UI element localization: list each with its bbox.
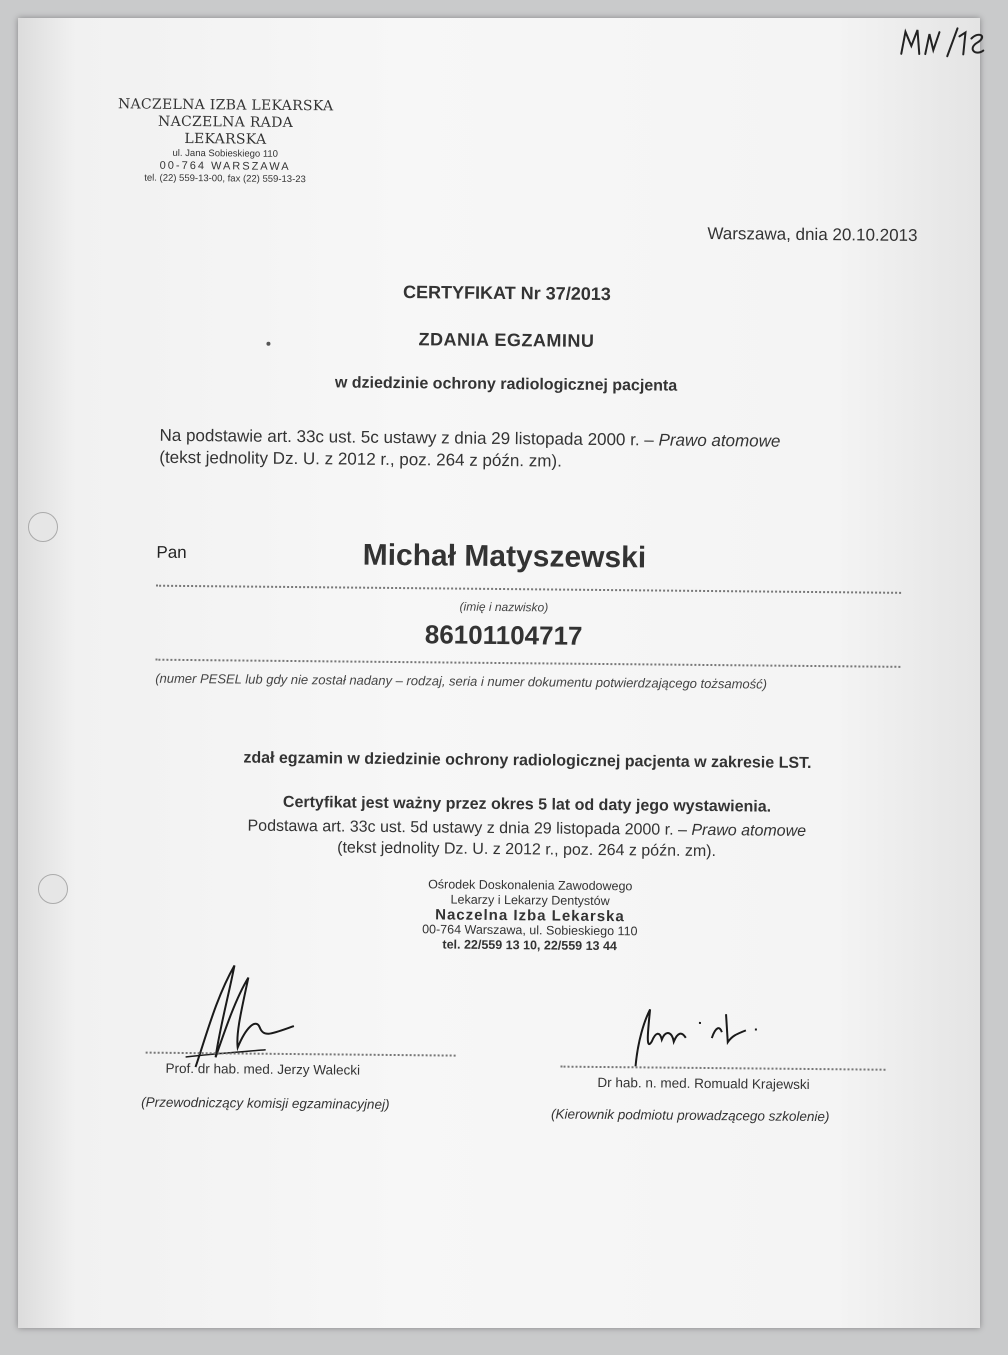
stamp-line-3: Naczelna Izba Lekarska [435, 906, 625, 926]
ink-dot [266, 342, 270, 346]
recipient-name: Michał Matyszewski [362, 538, 647, 575]
legal-basis [159, 425, 919, 476]
right-signatory-role: (Kierownik podmiotu prowadzącego szkolenie) [550, 1106, 830, 1125]
stamp-line-5: tel. 22/559 13 10, 22/559 13 44 [442, 937, 617, 954]
exam-result: zdał egzamin w dziedzinie ochrony radiologicznej pacjenta w zakresie LST. [243, 749, 812, 772]
name-dotted-line [156, 585, 901, 594]
pesel-dotted-line [155, 659, 900, 668]
validity-basis-act: Prawo atomowe [691, 821, 807, 840]
validity-statement: Certyfikat jest ważny przez okres 5 lat od daty jego wystawienia. [282, 793, 772, 816]
left-signatory-role: (Przewodniczący komisji egzaminacyjnej) [141, 1094, 390, 1112]
institution-stamp [405, 877, 656, 954]
salutation: Pan [156, 542, 187, 562]
validity-basis [0, 813, 1008, 865]
issuer-street: ul. Jana Sobieskiego 110 [172, 147, 279, 160]
stamp-line-2: Lekarzy i Lekarzy Dentystów [450, 892, 610, 909]
right-signature [615, 1001, 776, 1073]
validity-basis-source: (tekst jednolity Dz. U. z 2012 r., poz. 264 z późn. zm). [337, 839, 717, 861]
legal-basis-source: (tekst jednolity Dz. U. z 2012 r., poz. 264 z późn. zm). [159, 447, 562, 471]
name-caption: (imię i nazwisko) [459, 599, 549, 615]
issuer-phone: tel. (22) 559-13-00, fax (22) 559-13-23 [144, 172, 306, 186]
left-signature [175, 957, 306, 1078]
left-signatory-name: Prof. dr hab. med. Jerzy Walecki [165, 1060, 361, 1078]
certificate-title: CERTYFIKAT Nr 37/2013 [402, 282, 611, 305]
issue-date: Warszawa, dnia 20.10.2013 [707, 223, 918, 245]
issuer-city: 00-764 WARSZAWA [159, 159, 291, 173]
pesel-caption: (numer PESEL lub gdy nie został nadany – rodzaj, seria i numer dokumentu potwierdzającego tożsamość) [155, 670, 768, 692]
stamp-line-4: 00-764 Warszawa, ul. Sobieskiego 110 [422, 922, 638, 939]
issuer-header [116, 96, 335, 186]
certificate-subtitle: ZDANIA EGZAMINU [418, 329, 595, 351]
right-signatory-name: Dr hab. n. med. Romuald Krajewski [597, 1074, 810, 1092]
legal-basis-act: Prawo atomowe [658, 430, 781, 451]
issuer-line-2: NACZELNA RADA LEKARSKA [157, 113, 294, 148]
legal-basis-text: Na podstawie art. 33c ust. 5c ustawy z dnia 29 listopada 2000 r. – [159, 425, 654, 450]
validity-basis-text: Podstawa art. 33c ust. 5d ustawy z dnia 29 listopada 2000 r. – [247, 817, 687, 839]
certificate-field: w dziedzinie ochrony radiologicznej pacjenta [334, 374, 678, 395]
pesel-number: 86101104717 [424, 619, 583, 651]
handwritten-corner-note [897, 24, 987, 61]
issuer-line-1: NACZELNA IZBA LEKARSKA [117, 96, 334, 115]
stamp-line-1: Ośrodek Doskonalenia Zawodowego [428, 877, 633, 894]
